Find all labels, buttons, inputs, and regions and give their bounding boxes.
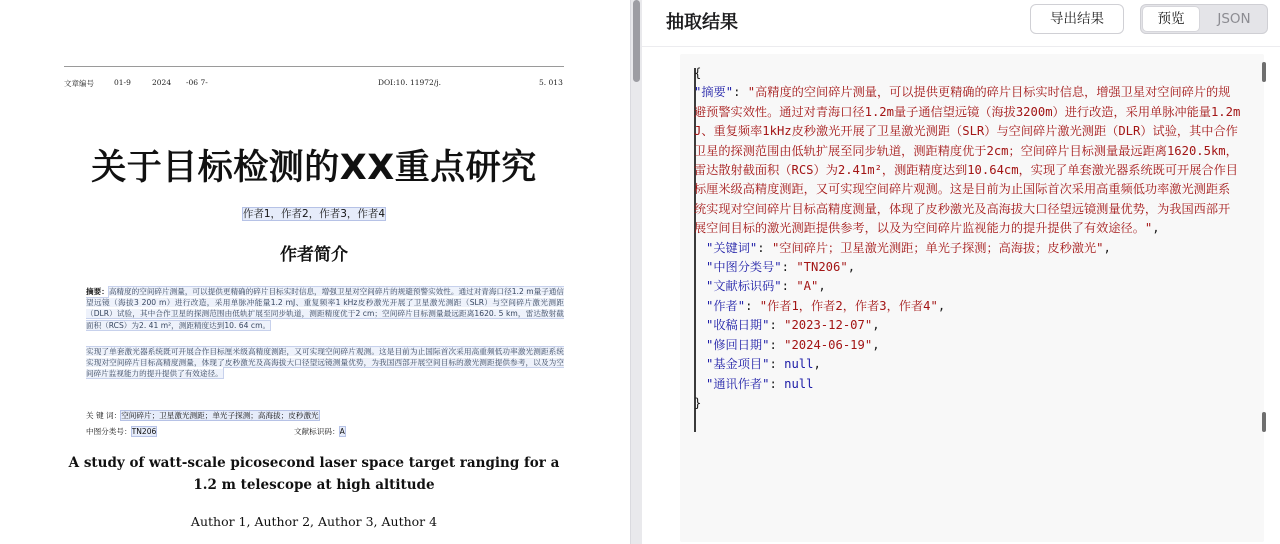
json-code [694, 64, 1242, 413]
abstract-highlight-2: 实现了单套激光器系统既可开展合作目标厘米级高精度测距，又可实现空间碎片观测。这是目前为止国际首次采用高重频低功率激光测距系统实现对空间碎片目标高精度测量，体现了皮秒激光及高海拔大口径望远镜测量优势，为我国西部开展空间目标的激光测距提供参考，以及为空间碎片监视能力的提升提供了有效途径。 [86, 347, 564, 379]
json-entry-keywords: "关键词": "空间碎片；卫星激光测距；单光子探测；高海拔；皮秒激光", [706, 240, 1111, 255]
authors-highlight: 作者1，作者2，作者3，作者4 [242, 208, 386, 220]
json-key: "摘要" [694, 85, 734, 100]
tab-preview[interactable]: 预览 [1143, 7, 1199, 31]
result-title: 抽取结果 [666, 12, 738, 33]
json-value: "高精度的空间碎片测量，可以提供更精确的碎片目标实时信息，增强卫星对空间碎片的规避预警实效性。通过对青海口径1.2m量子通信望远镜（海拔3200m）进行改造，采用单脉冲能量1.2mJ、重复频率1kHz皮秒激光开展了卫星激光测距（SLR）与空间碎片激光测距（DLR）试验，其中合作卫星的探测范围由低轨扩展至同步轨道，测距精度优于2cm；空间碎片目标测量最远距离1620.5km，雷达散射截面积（RCS）为2.41m²，测距精度达到10.64cm，实现了单套激光器系统既可开展合作目标厘米级高精度测距，又可实现空间碎片观测。这是目前为止国际首次采用高重频低功率激光测距系统实现对空间碎片目标高精度测量，体现了皮秒激光及高海拔大口径望远镜测量优势，为我国西部开展空间目标的激光测距提供参考，以及为空间碎片监视能力的提升提供了有效途径。" [694, 85, 1241, 236]
json-key: "中图分类号" [706, 260, 782, 275]
document-page [64, 0, 568, 544]
json-close-brace: } [694, 395, 702, 410]
page-range: 5. 013 [539, 78, 563, 87]
json-key: "关键词" [706, 240, 758, 255]
article-no: 01-9 [114, 78, 131, 87]
english-title: A study of watt-scale picosecond laser space target ranging for a 1.2 m telescope at high altitude [68, 455, 560, 493]
result-pane [642, 0, 1280, 544]
clc-label: 中图分类号： [86, 427, 132, 436]
json-key: "作者" [706, 298, 746, 313]
json-entry-doc-code: "文献标识码": "A", [706, 279, 826, 294]
keywords-highlight[interactable]: 空间碎片；卫星激光测距；单光子探测；高海拔；皮秒激光 [121, 411, 319, 420]
keywords-label: 关 键 词： [86, 411, 122, 420]
document-preview-pane[interactable] [0, 0, 630, 544]
json-key: "通讯作者" [706, 376, 770, 391]
header-divider [642, 46, 1280, 47]
code-scroll-marker-top[interactable] [1262, 62, 1266, 82]
json-key: "基金项目" [706, 357, 770, 372]
abstract-block-continued[interactable] [86, 346, 564, 402]
json-value: "作者1，作者2，作者3，作者4" [759, 298, 938, 313]
clc-highlight[interactable]: TN206 [131, 427, 157, 436]
json-entry-corresponding-author: "通讯作者": null [706, 376, 814, 391]
json-entry-abstract: "摘要": "高精度的空间碎片测量，可以提供更精确的碎片目标实时信息，增强卫星对空间碎片的规避预警实效性。通过对青海口径1.2m量子通信望远镜（海拔3200m）进行改造，采用单脉冲能量1.2mJ、重复频率1kHz皮秒激光开展了卫星激光测距（SLR）与空间碎片激光测距（DLR）试验，其中合作卫星的探测范围由低轨扩展至同步轨道，测距精度优于2cm；空间碎片目标测量最远距离1620.5km，雷达散射截面积（RCS）为2.41m²，测距精度达到10.64cm，实现了单套激光器系统既可开展合作目标厘米级高精度测距，又可实现空间碎片观测。这是目前为止国际首次采用高重频低功率激光测距系统实现对空间碎片目标高精度测量，体现了皮秒激光及高海拔大口径望远镜测量优势，为我国西部开展空间目标的激光测距提供参考，以及为空间碎片监视能力的提升提供了有效途径。", [694, 85, 1241, 236]
keywords-row [86, 410, 564, 421]
classification-row [86, 426, 564, 437]
english-authors: Author 1, Author 2, Author 3, Author 4 [190, 514, 438, 529]
abstract-block[interactable] [86, 286, 564, 344]
json-key: "收稿日期" [706, 318, 770, 333]
json-value: null [784, 357, 814, 372]
json-preview[interactable] [680, 54, 1264, 542]
json-entry-revised-date: "修回日期": "2024-06-19", [706, 337, 880, 352]
abstract-label: 摘要： [86, 287, 109, 296]
document-authors[interactable] [64, 206, 564, 221]
abstract-highlight: 高精度的空间碎片测量，可以提供更精确的碎片目标实时信息，增强卫星对空间碎片的规避预警实效性。通过对青海口径1.2 m量子通信望远镜（海拔3 200 m）进行改造，采用单脉冲能量1.2 mJ、重复频率1 kHz皮秒激光开展了卫星激光测距（SLR）与空间碎片激光测距（DLR）试验，其中合作卫星的探测范围由低轨扩展至同步轨道，测距精度优于2 cm；空间碎片目标测量最远距离1620. 5 km，雷达散射截面积（RCS）为2. 41 m²，测距精度达到10. 64 cm。 [86, 287, 564, 330]
section-heading: 作者简介 [280, 245, 348, 265]
json-open-brace: { [694, 66, 702, 80]
json-key: "修回日期" [706, 337, 770, 352]
scrollbar-thumb[interactable] [633, 0, 640, 82]
json-value: "2023-12-07" [784, 318, 873, 333]
code-scroll-marker-bottom[interactable] [1262, 412, 1266, 432]
json-value: "TN206" [796, 260, 848, 275]
export-button[interactable]: 导出结果 [1030, 4, 1124, 34]
publish-year: 2024 [152, 78, 172, 87]
doi: DOI:10. 11972/j. [378, 78, 442, 87]
doc-code-highlight[interactable]: A [339, 427, 345, 436]
json-key: "文献标识码" [706, 279, 782, 294]
json-value: null [784, 376, 814, 391]
view-mode-toggle [1140, 4, 1268, 34]
document-header [64, 78, 564, 92]
json-entry-clc: "中图分类号": "TN206", [706, 260, 856, 275]
issue-info: -06 7- [186, 78, 208, 87]
doc-code-group [294, 426, 345, 437]
doc-code-label: 文献标识码： [294, 427, 340, 436]
header-rule [64, 66, 564, 67]
json-value: "A" [796, 279, 819, 294]
tab-json[interactable]: JSON [1217, 11, 1251, 27]
json-entry-received-date: "收稿日期": "2023-12-07", [706, 318, 880, 333]
json-entry-authors: "作者": "作者1，作者2，作者3，作者4", [706, 298, 946, 313]
json-value: "空间碎片；卫星激光测距；单光子探测；高海拔；皮秒激光" [771, 240, 1104, 255]
json-value: "2024-06-19" [784, 337, 873, 352]
article-no-label: 文章编号 [64, 79, 94, 88]
document-title: 关于目标检测的XX重点研究 [91, 148, 537, 188]
json-entry-fund: "基金项目": null, [706, 357, 821, 372]
